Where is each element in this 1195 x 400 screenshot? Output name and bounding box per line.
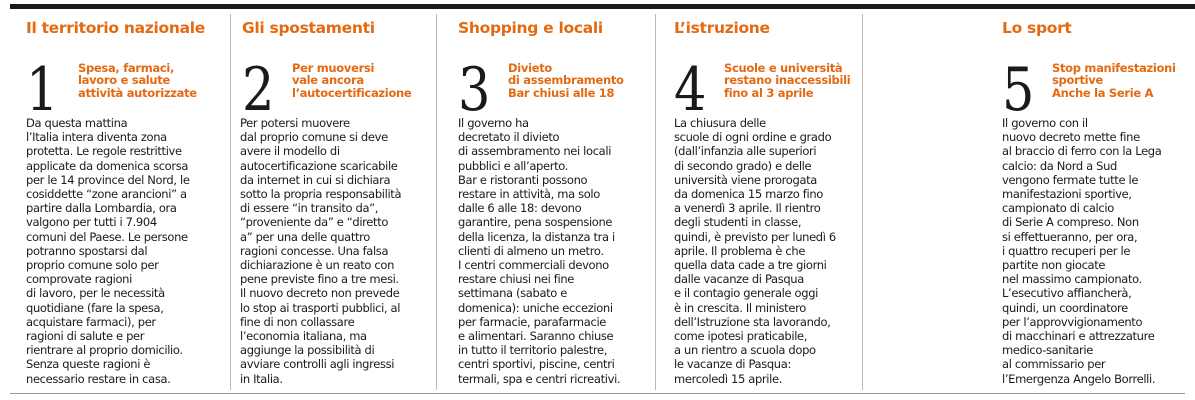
column-body: Da questa mattina l’Italia intera diventa zona protetta. Le regole restrittive applicate da domenica scorsa per le 14 province del Nord, le cosiddette “zone arancioni” a partire dalla Lombardia, ora valgono per tutti i 7.904 comuni del Paese. Le persone potranno spostarsi dal proprio comune solo per comprovate ragioni di lavoro, per le necessità quotidiane (fare la spesa, acquistare farmaci), per ragioni di salute e per rientrare al proprio domicilio. Senza queste ragioni è necessario restare in casa. (26, 116, 190, 386)
section-number: 1 (26, 55, 59, 125)
section-number: 4 (674, 55, 707, 125)
column-divider (862, 14, 863, 390)
column-body: La chiusura delle scuole di ogni ordine e grado (dall’infanzia alle superiori di secondo grado) e delle università viene prorogata da domenica 15 marzo fino a venerdì 3 aprile. Il rientro degli studenti in classe, quindi, è previsto per lunedì 6 aprile. Il problema è che quella data cade a tre giorni dalle vacanze di Pasqua e il contagio generale oggi è in crescita. Il ministero dell’Istruzione sta lavorando, come ipotesi praticabile, a un rientro a scuola dopo le vacanze di Pasqua: mercoledì 15 aprile. (674, 116, 836, 386)
column-spostamenti (230, 14, 438, 394)
column-heading: Shopping e locali (458, 19, 603, 37)
column-heading: Il territorio nazionale (26, 19, 205, 37)
column-sport (990, 14, 1190, 394)
column-istruzione (662, 14, 860, 394)
bottom-rule (10, 393, 1185, 394)
column-heading: Lo sport (1002, 19, 1072, 37)
column-shopping (446, 14, 652, 394)
column-body: Per potersi muovere dal proprio comune si deve avere il modello di autocertificazione scaricabile da internet in cui si dichiara sotto la propria responsabilità di essere “in transito da”, “proveniente da” e “diretto a” per una delle quattro ragioni concesse. Una falsa dichiarazione è un reato con pene previste fino a tre mesi. Il nuovo decreto non prevede lo stop ai trasporti pubblici, al fine di non collassare l’economia italiana, ma aggiunge la possibilità di avviare controlli agli ingressi in Italia. (240, 116, 402, 386)
column-subhead: Stop manifestazioni sportive Anche la Serie A (1052, 61, 1176, 100)
section-number: 3 (458, 55, 491, 125)
column-body: Il governo ha decretato il divieto di assembramento nei locali pubblici e all’aperto. Bar e ristoranti possono restare in attività, ma solo dalle 6 alle 18: devono garantire, pena sospensione della licenza, la distanza tra i clienti di almeno un metro. I centri commerciali devono restare chiusi nei fine settimana (sabato e domenica): uniche eccezioni per farmacie, parafarmacie e alimentari. Saranno chiuse in tutto il territorio palestre, centri sportivi, piscine, centri termali, spa e centri ricreativi. (458, 116, 621, 386)
top-rule (10, 4, 1195, 9)
column-divider (436, 14, 437, 390)
column-subhead: Per muoversi vale ancora l’autocertificazione (292, 61, 412, 100)
column-subhead: Spesa, farmaci, lavoro e salute attività autorizzate (78, 61, 197, 100)
section-number: 5 (1002, 55, 1035, 125)
column-subhead: Divieto di assembramento Bar chiusi alle 18 (508, 61, 624, 100)
column-subhead: Scuole e università restano inaccessibili fino al 3 aprile (724, 61, 851, 100)
column-territorio (14, 14, 222, 394)
section-number: 2 (242, 55, 275, 125)
column-divider (655, 14, 656, 390)
column-body: Il governo con il nuovo decreto mette fine al braccio di ferro con la Lega calcio: da Nord a Sud vengono fermate tutte le manifestazioni sportive, campionato di calcio di Serie A compreso. Non si effettueranno, per ora, i quattro recuperi per le partite non giocate nel massimo campionato. L’esecutivo affiancherà, quindi, un coordinatore per l’approvvigionamento di macchinari e attrezzature medico-sanitarie al commissario per l’Emergenza Angelo Borrelli. (1002, 116, 1162, 386)
column-heading: L’istruzione (674, 19, 770, 37)
column-heading: Gli spostamenti (242, 19, 375, 37)
